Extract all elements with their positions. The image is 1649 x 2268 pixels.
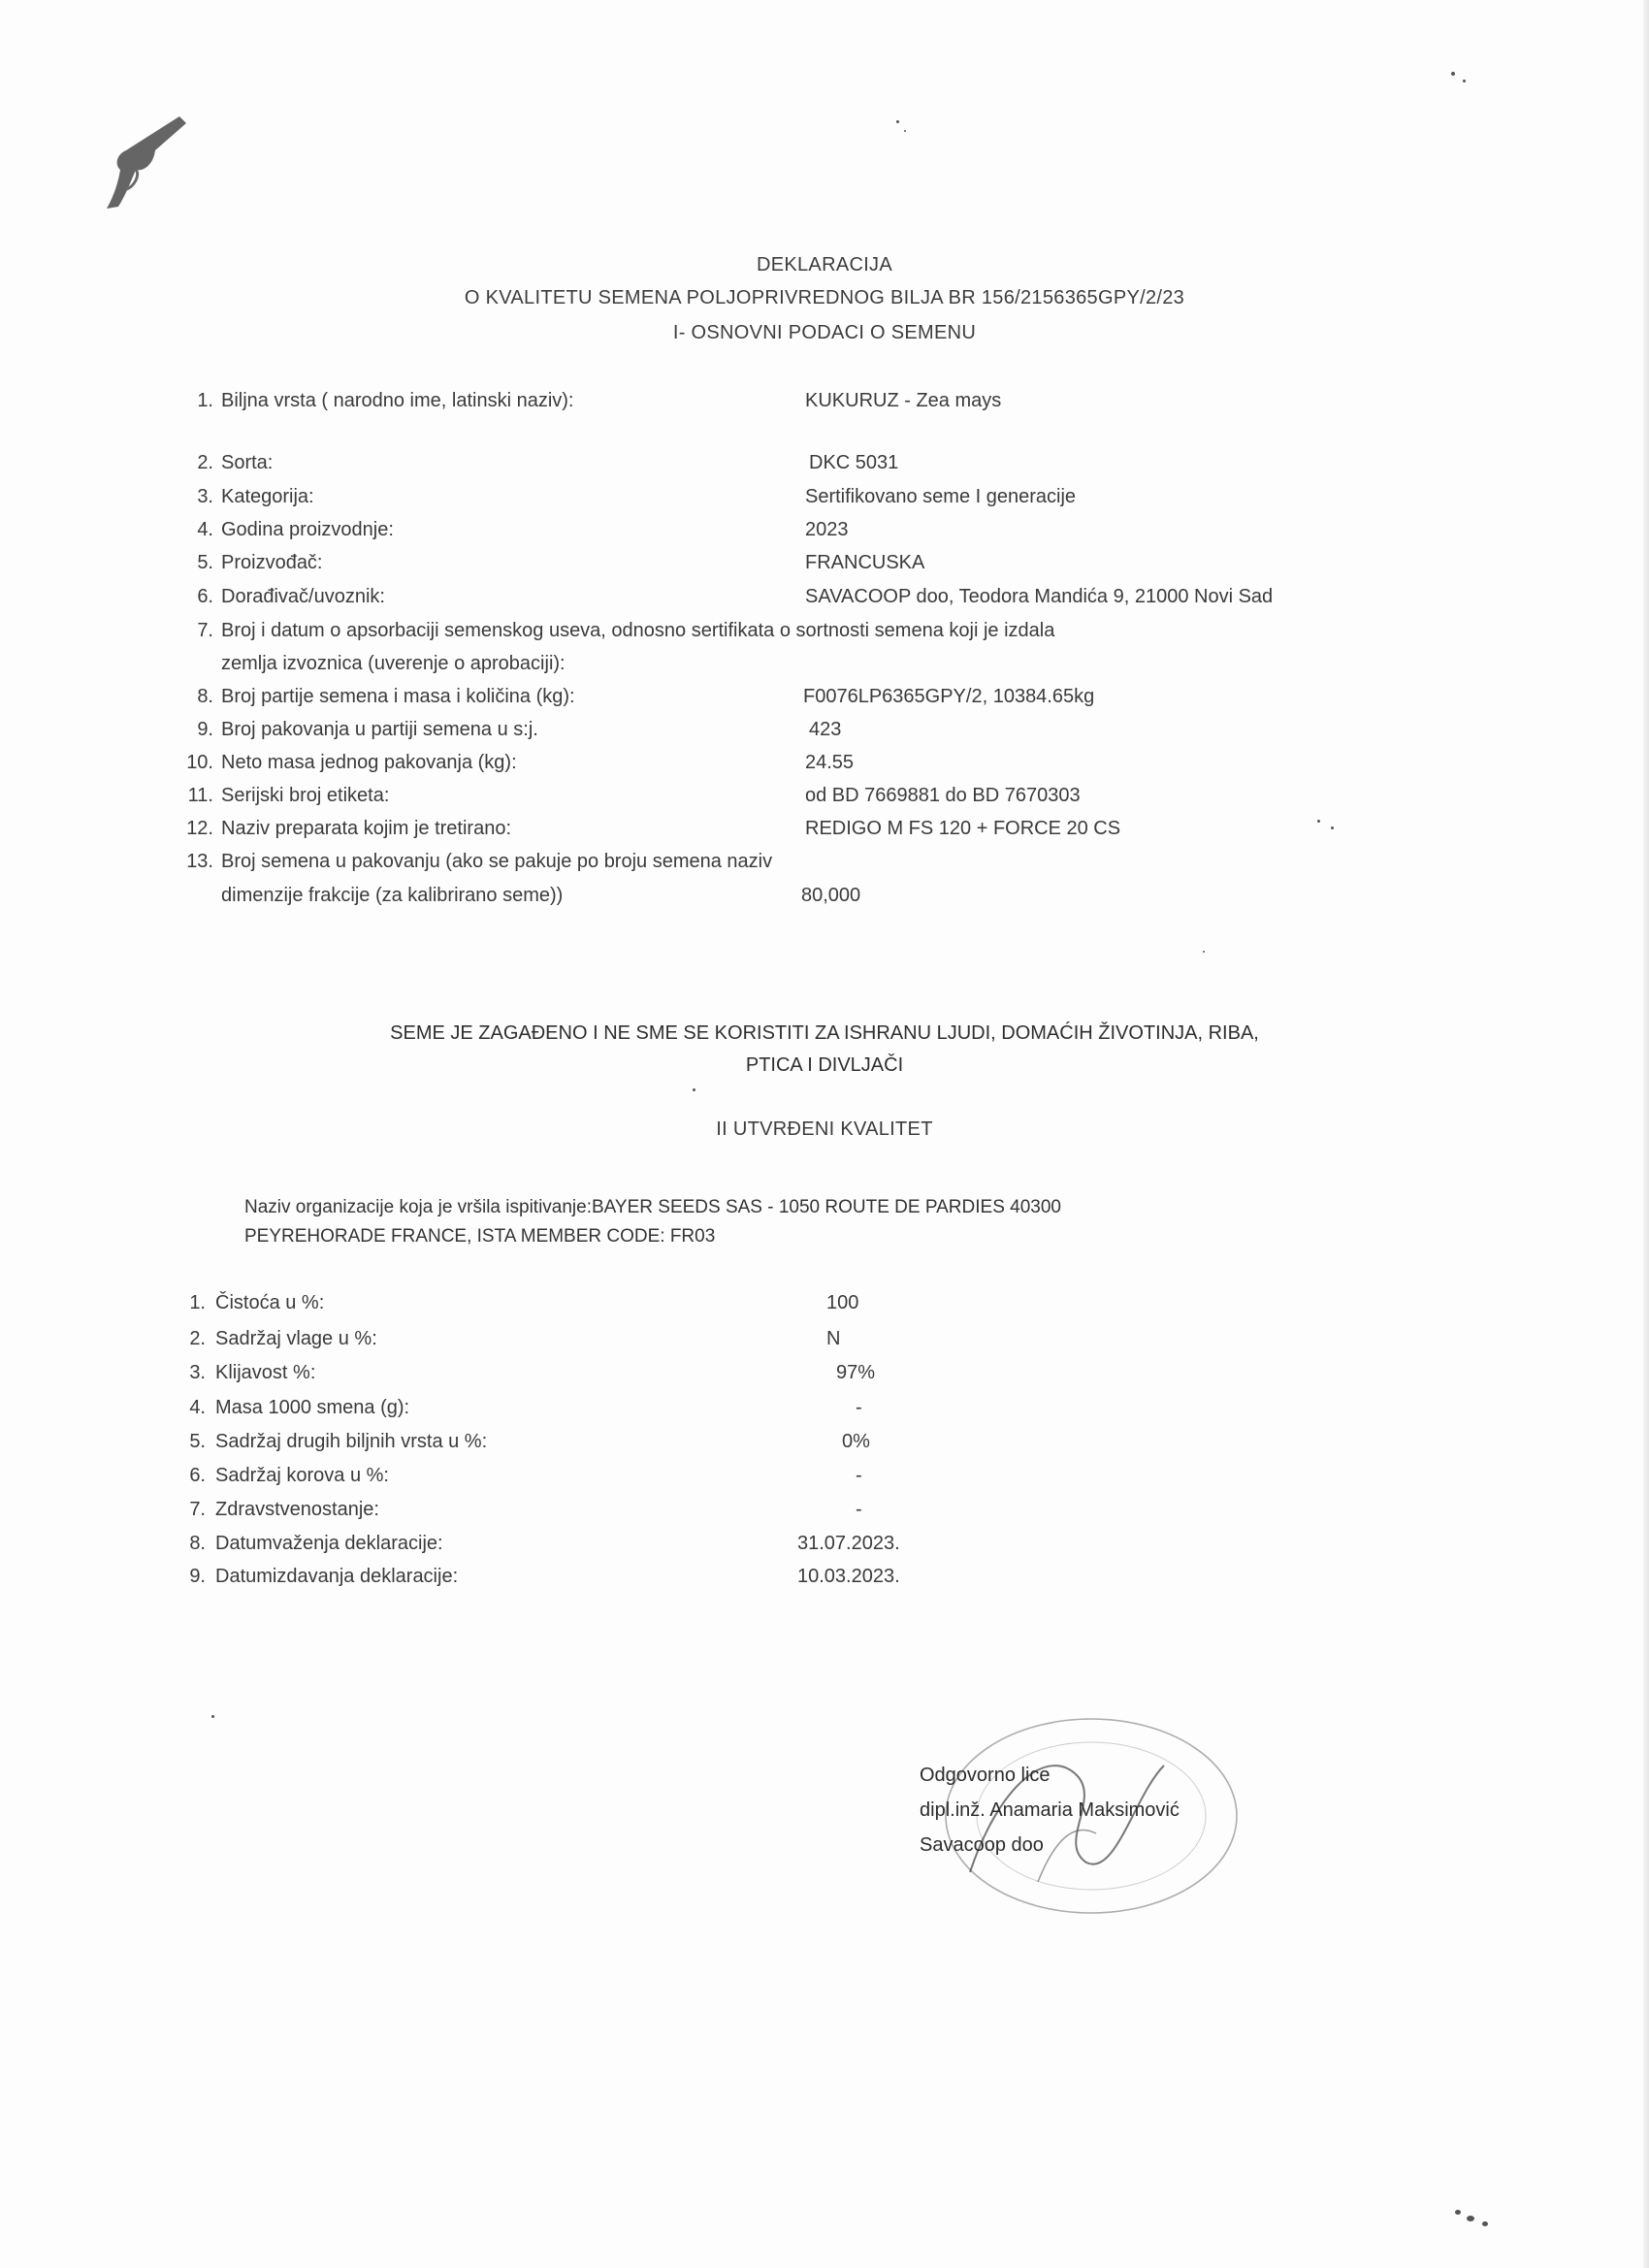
scan-speck bbox=[1451, 72, 1455, 76]
scan-speck bbox=[904, 130, 906, 132]
testing-organization-line1: Naziv organizacije koja je vršila ispitivanje:BAYER SEEDS SAS - 1050 ROUTE DE PARDIES 40300 bbox=[244, 1197, 1061, 1217]
doc-subtitle: O KVALITETU SEMENA POLJOPRIVREDNOG BILJA BR 156/2156365GPY/2/23 bbox=[464, 287, 1185, 308]
signature-role: Odgovorno lice bbox=[920, 1765, 1051, 1786]
scan-speck bbox=[1317, 820, 1320, 823]
scan-speck bbox=[1331, 826, 1334, 829]
scan-speck bbox=[211, 1715, 214, 1718]
signature-block bbox=[920, 1758, 1180, 1863]
testing-organization-line2: PEYREHORADE FRANCE, ISTA MEMBER CODE: FR03 bbox=[244, 1226, 716, 1247]
scan-speck bbox=[1203, 951, 1205, 953]
logo-mark-icon bbox=[97, 112, 194, 218]
scan-speck bbox=[896, 120, 899, 123]
scan-speck bbox=[1467, 2216, 1474, 2221]
scan-speck bbox=[1455, 2210, 1461, 2215]
doc-title: DEKLARACIJA bbox=[756, 254, 892, 275]
scan-speck bbox=[1482, 2221, 1488, 2226]
signature-company: Savacoop doo bbox=[920, 1834, 1044, 1856]
scan-speck bbox=[1463, 80, 1466, 82]
warning-notice-line1: SEME JE ZAGAĐENO I NE SME SE KORISTITI ZA ISHRANU LJUDI, DOMAĆIH ŽIVOTINJA, RIBA, bbox=[390, 1022, 1259, 1044]
section2-title: II UTVRĐENI KVALITET bbox=[716, 1118, 933, 1140]
document-page: DEKLARACIJA O KVALITETU SEMENA POLJOPRIVREDNOG BILJA BR 156/2156365GPY/2/23 I- OSNOVNI PODACI O SEMENU 1. Biljna vrsta ( narodno ime, latinski naziv): KUKURUZ - Zea mays 2. Sorta: DKC 5031 3. Kategorija: Sertifikovano seme I generacije 4. Godina proizvodnje: 2023 5. Proizvođač: FRANCUSKA 6. Dorađivač/uvoznik: SAVACOOP doo, Teodora Mandića 9, 21000 Novi Sad 7. Broj i datum o apsorbaciji semenskog useva, odnosno sertifikata o sortnosti semena koji je izdala zemlja izvoznica (uverenje o aprobaciji): 8. Broj partije semena i masa i količina (kg): F0076LP6365GPY/2, 10384.65kg 9. Broj pakovanja u partiji semena u s:j. 423 10. Neto masa jednog pakovanja (kg): 24.55 11. Serijski broj etiketa: od BD 7669881 do BD 7670303 12. Naziv preparata kojim je tretirano: REDIGO M FS 120 + FORCE 20 CS 13. Broj semena u pakovanju (ako se pakuje po broju semena naziv dimenzije frakcije (za kalibrirano seme)) 80,000 SEME JE ZAGAĐENO I NE SME SE KORISTITI ZA ISHRANU LJUDI, DOMAĆIH ŽIVOTINJA, RIBA, PTICA I DIVLJAČI II UTVRĐENI KVALITET Naziv organizacije koja je vršila ispitivanje:BAYER SEEDS SAS - 1050 ROUTE DE PARDIES 40300 PEYREHORADE FRANCE, ISTA MEMBER CODE: FR03 1. Čistoća u %: 100 2. Sadržaj vlage u %: N 3. Klijavost %: 97% 4. Masa 1000 smena (g): - 5. Sadržaj drugih biljnih vrsta u %: 0% 6. Sadržaj korova u %: - 7. Zdravstvenostanje: - 8. Datumvaženja deklaracije: 31.07.2023. 9. Datumizdavanja deklaracije: 10.03.2023. Odgovorno lice dipl.inž. Anamaria Maksimović Savacoop doo bbox=[0, 0, 1649, 2268]
signature-name: dipl.inž. Anamaria Maksimović bbox=[920, 1799, 1180, 1821]
section1-title: I- OSNOVNI PODACI O SEMENU bbox=[672, 322, 977, 343]
scan-speck bbox=[693, 1088, 695, 1091]
warning-notice-line2: PTICA I DIVLJAČI bbox=[745, 1054, 904, 1076]
